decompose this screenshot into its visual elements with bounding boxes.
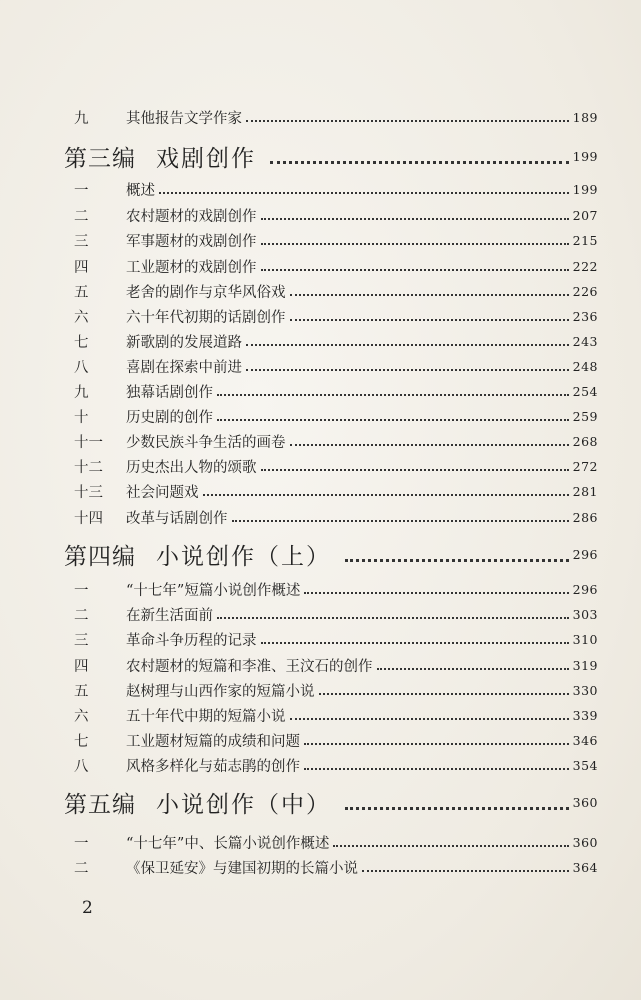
entry-number: 五 [74,683,89,700]
dot-leader [304,592,568,594]
dot-leader [217,617,569,619]
entry-number: 七 [74,733,89,750]
entry-title: 《保卫延安》与建国初期的长篇小说 [126,860,358,877]
toc-entry [74,831,598,853]
entry-title: 历史杰出人物的颂歌 [126,459,257,476]
entry-title: 农村题材的戏剧创作 [126,208,257,225]
dot-leader [159,192,569,194]
dot-leader [217,419,569,421]
part-title: 小说创作（中） [156,791,331,818]
page-number: 254 [572,383,598,399]
page-number: 360 [572,794,598,810]
page-number: 281 [572,483,598,499]
entry-number: 一 [74,582,89,599]
dot-leader [203,494,569,496]
dot-leader [270,161,569,164]
part-title: 小说创作（上） [156,543,331,570]
dot-leader [319,693,569,695]
entry-number: 十 [74,409,89,426]
entry-number: 十三 [74,484,103,501]
entry-title: 六十年代初期的话剧创作 [126,309,286,326]
page-number: 243 [572,333,598,349]
dot-leader [345,807,569,810]
entry-title: 革命斗争历程的记录 [126,632,257,649]
entry-title: 新歌剧的发展道路 [126,334,242,351]
page-number: 199 [572,148,598,164]
dot-leader [290,319,569,321]
entry-title: 概述 [126,182,155,199]
dot-leader [333,845,568,847]
toc-entry [74,729,598,751]
toc-entry [74,628,598,650]
page-number: 236 [572,308,598,324]
entry-title: 改革与话剧创作 [126,510,228,527]
entry-number: 四 [74,259,89,276]
entry-title: 工业题材的戏剧创作 [126,259,257,276]
page-number: 360 [572,834,598,850]
entry-number: 九 [74,110,89,127]
part-number: 第四编 [64,543,136,570]
toc-entry [74,506,598,528]
toc-part-heading [64,536,598,572]
page-number: 303 [572,606,598,622]
entry-number: 十二 [74,459,103,476]
entry-number: 十一 [74,434,103,451]
toc-part-heading [64,784,598,820]
page-number: 310 [572,631,598,647]
page-number: 296 [572,546,598,562]
entry-number: 二 [74,607,89,624]
entry-title: 独幕话剧创作 [126,384,213,401]
page-number: 319 [572,657,598,673]
toc-entry [74,330,598,352]
dot-leader [362,870,569,872]
dot-leader [304,743,569,745]
dot-leader [261,642,569,644]
page-number: 268 [572,433,598,449]
toc-entry [74,355,598,377]
part-number: 第三编 [64,145,136,172]
entry-number: 一 [74,835,89,852]
toc-entry [74,255,598,277]
entry-number: 七 [74,334,89,351]
page-number: 248 [572,358,598,374]
page-number: 354 [572,757,598,773]
toc-entry [74,603,598,625]
entry-number: 二 [74,860,89,877]
toc-entry [74,204,598,226]
entry-title: “十七年”中、长篇小说创作概述 [126,835,330,852]
entry-title: 历史剧的创作 [126,409,213,426]
dot-leader [246,344,569,346]
page-number: 364 [572,859,598,875]
dot-leader [261,269,569,271]
entry-number: 八 [74,758,89,775]
entry-number: 六 [74,708,89,725]
toc-entry [74,178,598,200]
dot-leader [290,444,569,446]
dot-leader [261,469,569,471]
entry-title: 社会问题戏 [126,484,199,501]
dot-leader [304,768,569,770]
toc-entry [74,430,598,452]
toc-entry [74,280,598,302]
toc-entry [74,106,598,128]
page-number: 226 [572,283,598,299]
toc-entry [74,679,598,701]
toc-entry [74,754,598,776]
dot-leader [345,559,569,562]
entry-title: 老舍的剧作与京华风俗戏 [126,284,286,301]
dot-leader [261,218,569,220]
toc-entry [74,229,598,251]
dot-leader [377,668,569,670]
page-number: 296 [572,581,598,597]
toc-entry [74,455,598,477]
page-number: 222 [572,258,598,274]
part-number: 第五编 [64,791,136,818]
dot-leader [246,369,569,371]
toc-entry [74,480,598,502]
page-number: 339 [572,707,598,723]
entry-number: 十四 [74,510,103,527]
page-number: 286 [572,509,598,525]
page-folio: 2 [82,898,93,918]
entry-title: “十七年”短篇小说创作概述 [126,582,301,599]
toc-entry [74,380,598,402]
page-number: 189 [572,109,598,125]
entry-title: 其他报告文学作家 [126,110,242,127]
entry-title: 喜剧在探索中前进 [126,359,242,376]
entry-number: 八 [74,359,89,376]
entry-number: 二 [74,208,89,225]
dot-leader [217,394,569,396]
entry-number: 一 [74,182,89,199]
page-number: 330 [572,682,598,698]
entry-number: 六 [74,309,89,326]
page-number: 346 [572,732,598,748]
page-number: 207 [572,207,598,223]
page-number: 259 [572,408,598,424]
toc-entry [74,654,598,676]
toc-entry [74,856,598,878]
entry-title: 风格多样化与茹志鹃的创作 [126,758,300,775]
dot-leader [261,243,569,245]
entry-title: 赵树理与山西作家的短篇小说 [126,683,315,700]
entry-number: 三 [74,632,89,649]
entry-title: 少数民族斗争生活的画卷 [126,434,286,451]
dot-leader [290,718,569,720]
page-number: 215 [572,232,598,248]
entry-title: 五十年代中期的短篇小说 [126,708,286,725]
entry-title: 军事题材的戏剧创作 [126,233,257,250]
entry-title: 农村题材的短篇和李准、王汶石的创作 [126,658,373,675]
dot-leader [246,120,569,122]
page-number: 272 [572,458,598,474]
toc-entry [74,578,598,600]
entry-number: 九 [74,384,89,401]
dot-leader [290,294,569,296]
page-number: 199 [572,181,598,197]
toc-part-heading [64,138,598,174]
part-title: 戏剧创作 [156,145,256,172]
entry-number: 四 [74,658,89,675]
toc-entry [74,405,598,427]
entry-title: 在新生活面前 [126,607,213,624]
entry-number: 五 [74,284,89,301]
toc-entry [74,704,598,726]
dot-leader [232,520,569,522]
toc-entry [74,305,598,327]
entry-number: 三 [74,233,89,250]
entry-title: 工业题材短篇的成绩和问题 [126,733,300,750]
